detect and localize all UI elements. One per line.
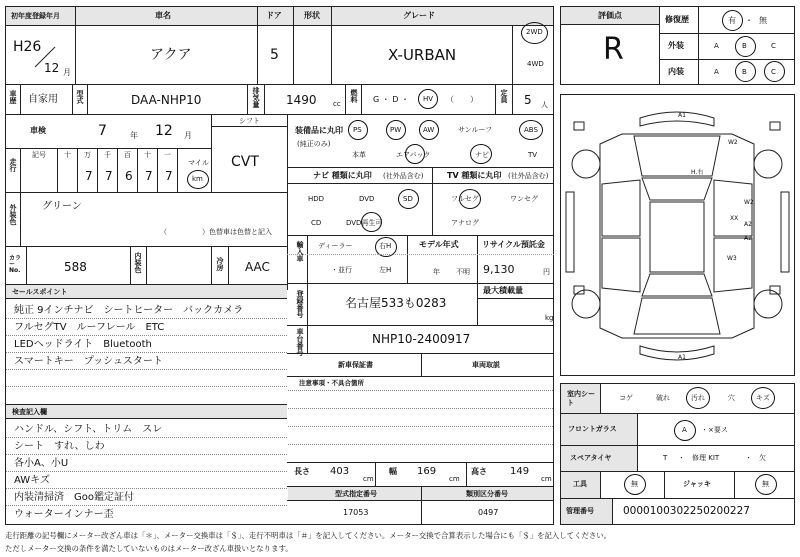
recycle-yen: 円 (543, 268, 550, 276)
drive-2wd: 2WD (526, 28, 543, 36)
max-load-label: 最大積載量 (483, 286, 523, 295)
digit-label-3: 百 (124, 151, 131, 159)
interior-c: C (771, 68, 776, 76)
spare-none: ・ 欠 (745, 454, 766, 462)
import-left: 左H (379, 266, 392, 274)
tools-value: 無 (631, 480, 638, 488)
height-label: 高さ (471, 467, 487, 476)
digit-label-2: 千 (104, 151, 111, 159)
damage-label-a1-rear: A1 (678, 354, 686, 361)
inspection-notes-label: 検査記入欄 (12, 408, 47, 416)
mile-label: マイル (188, 159, 209, 167)
manual-label: 車両取説 (472, 361, 500, 369)
repair-yes: 有 (728, 16, 736, 25)
class-number-label: 類別区分番号 (466, 490, 508, 498)
mileage-digit-3: 7 (145, 169, 153, 183)
model-label: 型式 (76, 90, 84, 104)
repair-dot: ・ (745, 16, 753, 25)
damage-label-a1-front: A1 (678, 112, 686, 119)
windshield-label: フロントガラス (568, 425, 617, 433)
fuel-hv: HV (423, 95, 434, 103)
management-label: 管理番号 (566, 507, 594, 515)
repair-label: 修復歴 (665, 15, 689, 24)
capacity-label: 定員 (500, 89, 508, 103)
inspection-note-1: ハンドル、シフト、トリム スレ (14, 424, 163, 435)
width-unit: cm (449, 475, 460, 483)
navi-sd: SD (403, 195, 413, 203)
shift-value: CVT (231, 154, 259, 170)
import-label: 輸入車 (296, 241, 304, 262)
drive-4wd: 4WD (527, 60, 544, 68)
usage-value: 自家用 (28, 94, 58, 105)
door-label: ドア (266, 11, 282, 20)
inspection-note-4: AWキズ (14, 475, 50, 486)
mileage-digit-2: 6 (125, 169, 133, 183)
type-number-value: 17053 (343, 508, 369, 517)
model-year-unit: 年 (433, 268, 440, 276)
navi-label: ナビ 種類に丸印 (313, 171, 372, 180)
footer-note-1: 走行距離の記号欄にメーター改ざん車は「＊」、メーター交換車は「＄」、走行不明車は「＃」を記入してください。メーター交換で合算表示した場合にも「＄」を記入してください。 (5, 531, 612, 540)
length-value: 403 (330, 466, 350, 477)
damage-label-w2-top: W2 (728, 139, 738, 146)
registration-label: 登録番号 (296, 290, 304, 318)
tv-analog: アナログ (451, 219, 479, 227)
class-number-value: 0497 (478, 508, 499, 517)
max-load-kg: kg (545, 314, 554, 322)
cc-unit: cc (333, 100, 341, 108)
inspection-year-unit: 年 (130, 131, 138, 140)
damage-label-hright: H.右 (691, 169, 704, 176)
navi-dvd: DVD (359, 195, 375, 203)
seat-scratch: キズ (756, 394, 770, 402)
equip-pw: PW (390, 126, 402, 134)
spare-label: スペアタイヤ (570, 454, 612, 462)
car-name-value: アクア (150, 47, 192, 63)
seat-burn: コゲ (619, 394, 633, 402)
doors-value: 5 (270, 47, 279, 63)
jack-value: 無 (762, 480, 769, 488)
color-label: 外装色 (9, 204, 17, 225)
km-unit: km (192, 175, 203, 183)
displacement-value: 1490 (286, 93, 317, 107)
inspection-notes-header (6, 405, 287, 418)
equipment-label: 装備品に丸印 (295, 126, 343, 135)
equip-aw: AW (423, 126, 435, 134)
mileage-label: 走行 (9, 158, 17, 172)
inspection-label: 車検 (30, 126, 46, 135)
first-reg-month: 12 (44, 61, 60, 75)
digit-label-4: 十 (144, 151, 151, 159)
inspection-month-unit: 月 (184, 131, 192, 140)
mileage-digit-1: 7 (105, 169, 113, 183)
tv-fullseg: フルセグ (451, 195, 479, 203)
length-label: 長さ (294, 467, 310, 476)
month-unit: 月 (63, 68, 71, 77)
recycle-label: リサイクル預託金 (482, 240, 545, 249)
tv-sub: (社外品含む) (508, 172, 549, 180)
exterior-b: B (742, 42, 747, 50)
first-reg-year: H26 (13, 39, 42, 55)
model-year-unknown: 不明 (456, 268, 470, 276)
digit-label-1: 万 (84, 151, 91, 159)
car-diagram (562, 96, 793, 374)
spare-kit: ・ 修理 KIT (678, 454, 720, 462)
mileage-digit-0: 7 (85, 169, 93, 183)
model-year-label: モデル年式 (419, 240, 459, 249)
memo-label: 記号 (32, 151, 46, 159)
exterior-c: C (771, 42, 776, 50)
height-unit: cm (541, 475, 552, 483)
exterior-label: 外装 (668, 41, 684, 50)
seat-label: 室内シート (567, 390, 595, 408)
equip-ps: PS (353, 126, 362, 134)
seat-hole: 穴 (728, 394, 735, 402)
seat-tear: 破れ (656, 394, 670, 402)
navi-sub: (社外品含む) (383, 172, 424, 180)
car-name-label: 車名 (155, 11, 171, 20)
inspection-note-6: ウォーターインナー歪 (14, 509, 114, 520)
color-note: （ ）色替車は色替と記入 (160, 228, 272, 236)
ac-value: AAC (245, 260, 270, 274)
type-number-label: 型式指定番号 (335, 490, 377, 498)
chassis-number: NHP10-2400917 (372, 332, 471, 346)
exterior-a: A (714, 42, 719, 50)
score-label: 評価点 (598, 11, 622, 20)
selling-point-4: スマートキー プッシュスタート (14, 356, 163, 367)
model-value: DAA-NHP10 (131, 93, 202, 107)
fuel-options: G ・ D ・ (373, 95, 409, 104)
fuel-other: （ ） (446, 95, 478, 104)
interior-color-label: 内装色 (134, 252, 142, 273)
shape-label: 形状 (304, 11, 320, 20)
equip-leather: 本革 (352, 151, 366, 159)
selling-point-1: 純正 9インチナビ シートヒーター バックカメラ (14, 305, 244, 316)
recycle-value: 9,130 (483, 263, 515, 276)
damage-label-a2-low: A2 (744, 235, 752, 242)
ac-label: 冷房 (216, 257, 224, 271)
chassis-label: 車台番号 (296, 328, 304, 356)
windshield-rest: ・×要ス (701, 426, 728, 434)
capacity-value: 5 (524, 93, 532, 107)
repair-no: 無 (759, 16, 767, 25)
interior-grade-label: 内装 (668, 67, 684, 76)
color-no-value: 588 (64, 260, 87, 274)
capacity-unit: 人 (541, 101, 548, 109)
digit-label-5: 一 (164, 151, 171, 159)
equip-sunroof: サンルーフ (458, 126, 493, 134)
selling-point-2: フルセグTV ルーフレール ETC (14, 322, 165, 333)
digit-label-0: 十 (64, 151, 71, 159)
spare-t: T (663, 454, 668, 462)
height-value: 149 (510, 466, 530, 477)
inspection-note-5: 内装清掃済 Goo鑑定証付 (14, 492, 134, 503)
footer-note-2: ただしメーター交換の条件を満たしていないものはメーター改ざん車扱いとなります。 (5, 544, 293, 553)
equip-airbag: エアバック (396, 151, 431, 159)
equip-navi: ナビ (475, 151, 489, 159)
equip-abs: ABS (524, 126, 538, 134)
equipment-sublabel: (純正のみ) (297, 140, 331, 148)
inspection-year: 7 (98, 123, 107, 139)
length-unit: cm (363, 475, 374, 483)
damage-label-w3: W3 (727, 255, 737, 262)
inspection-note-3: 各小A、小U (14, 458, 69, 469)
width-label: 幅 (389, 467, 397, 476)
navi-hdd: HDD (308, 195, 325, 203)
import-right: 右H (379, 242, 392, 250)
damage-label-xx: XX (730, 215, 739, 222)
tv-oneseg: ワンセグ (510, 195, 538, 203)
import-dealer: ディーラー (318, 242, 353, 250)
shift-label: シフト (239, 117, 260, 125)
grade-value: X-URBAN (388, 46, 457, 64)
selling-point-3: LEDヘッドライト Bluetooth (14, 339, 152, 350)
seat-dirt: 汚れ (691, 394, 705, 402)
jack-label: ジャッキ (683, 480, 711, 488)
navi-dvd-play: DVD再生可 (346, 219, 383, 227)
import-parallel: ・並行 (331, 266, 352, 274)
interior-b: B (742, 68, 747, 76)
displacement-label: 排気量 (252, 87, 260, 108)
color-no-label: カラーNo. (9, 255, 22, 274)
inspection-note-2: シート すれ、しわ (14, 441, 105, 452)
first-reg-label: 初年度登録年月 (11, 12, 60, 20)
equip-tv: TV (528, 151, 538, 159)
fuel-label: 燃料 (350, 89, 358, 103)
usage-label: 車歴 (9, 90, 17, 104)
tools-label: 工具 (573, 480, 587, 488)
damage-label-w2-mid: W2 (744, 199, 754, 206)
width-value: 169 (417, 466, 437, 477)
color-value: グリーン (42, 201, 82, 212)
registration-number: 名古屋533も0283 (345, 296, 447, 310)
notes-label: 注意事項・不具合箇所 (299, 379, 364, 387)
navi-cd: CD (311, 219, 322, 227)
mileage-digit-4: 7 (165, 169, 173, 183)
score-value: R (603, 32, 624, 67)
damage-label-a2-mid: A2 (744, 221, 752, 228)
management-number: 0000100302250200227 (623, 505, 750, 517)
inspection-month: 12 (155, 123, 173, 139)
interior-a: A (714, 68, 719, 76)
grade-label: グレード (403, 11, 435, 20)
warranty-label: 新車保証書 (338, 361, 373, 369)
selling-points-label: セールスポイント (12, 288, 68, 296)
windshield-a: A (682, 426, 687, 434)
tv-label: TV 種類に丸印 (447, 171, 502, 180)
